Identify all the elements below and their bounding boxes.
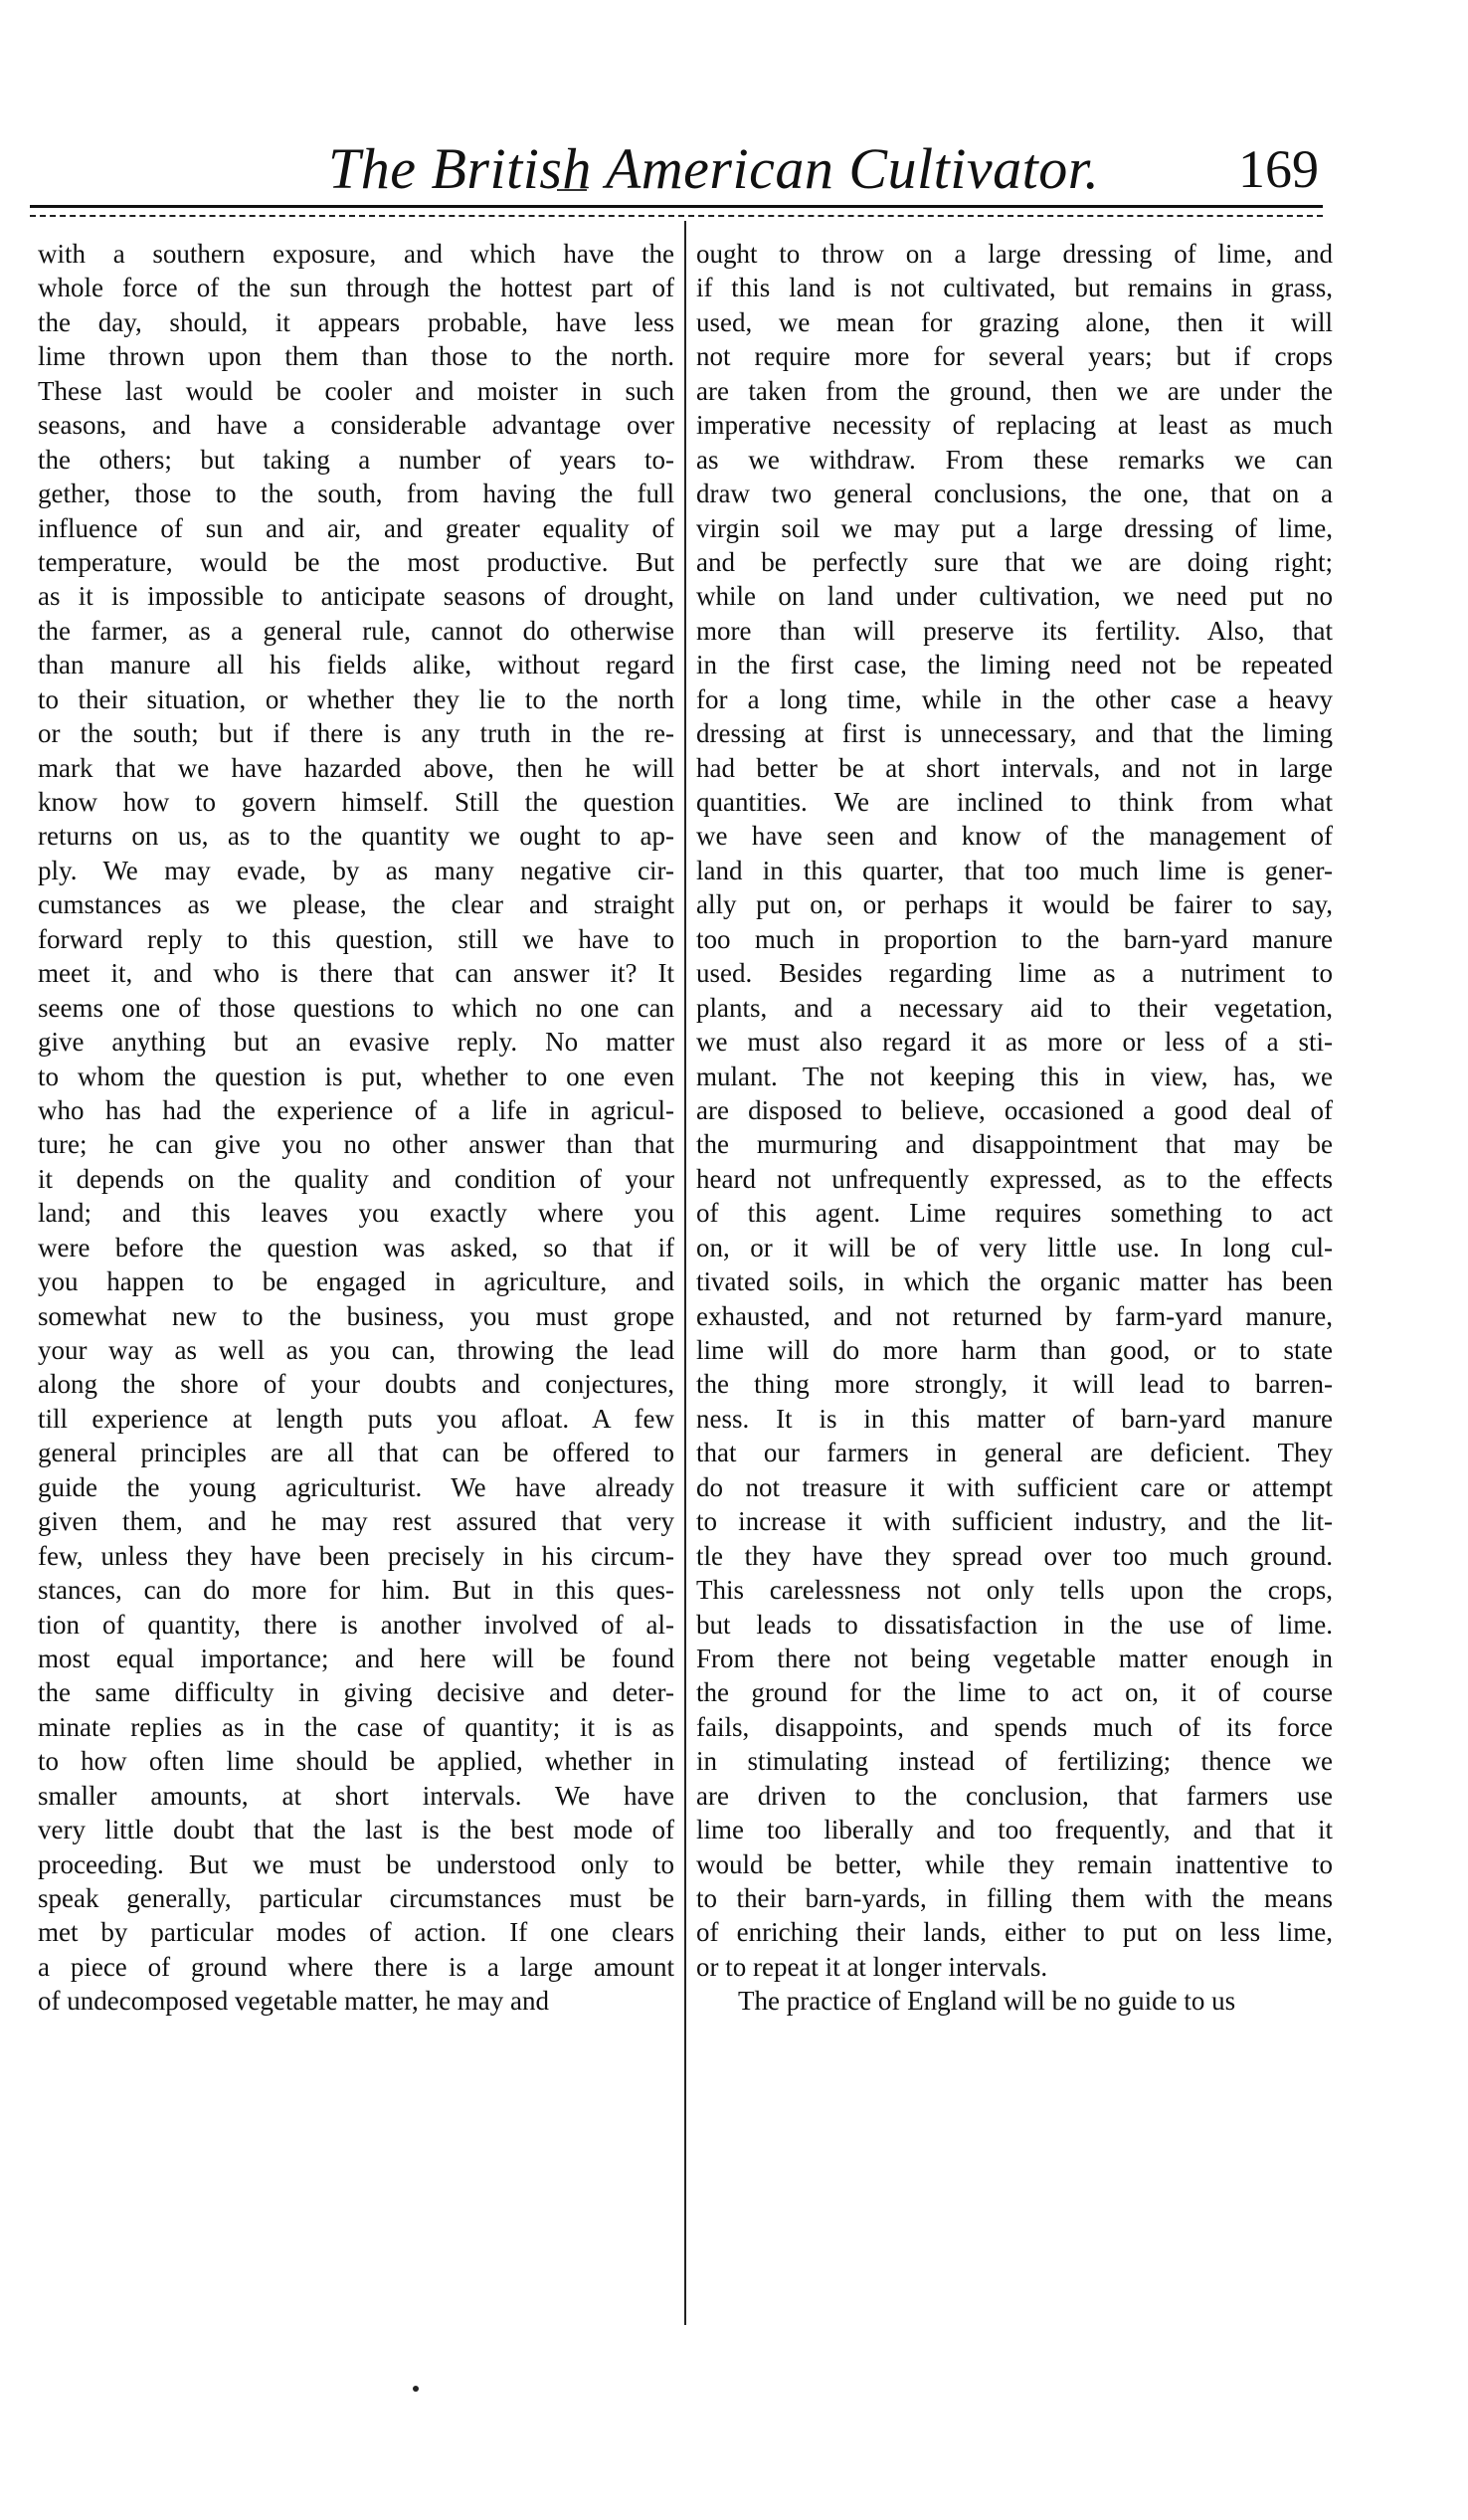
text-line: seems one of those questions to which no one can: [38, 992, 674, 1023]
text-line: returns on us, as to the quantity we ought to ap-: [38, 821, 674, 852]
text-line: seasons, and have a considerable advantage over: [38, 410, 674, 441]
text-line: had better be at short intervals, and not in large: [696, 752, 1333, 783]
text-line: The practice of England will be no guide to us: [738, 1986, 1236, 2017]
text-line: you happen to be engaged in agriculture, and: [38, 1266, 674, 1297]
right-column: [696, 237, 1333, 2019]
text-line: the thing more strongly, it will lead to barren-: [696, 1369, 1333, 1400]
text-line: as it is impossible to anticipate seasons of drought,: [38, 581, 674, 612]
running-title: The British American Cultivator.: [328, 136, 1100, 201]
column-divider: [684, 221, 686, 2325]
text-line: land; and this leaves you exactly where you: [38, 1198, 674, 1229]
text-line: ness. It is in this matter of barn-yard manure: [696, 1403, 1333, 1434]
text-line: to whom the question is put, whether to one even: [38, 1061, 674, 1091]
text-line: imperative necessity of replacing at least as much: [696, 410, 1333, 441]
text-line: mark that we have hazarded above, then he will: [38, 752, 674, 783]
text-line: in stimulating instead of fertilizing; thence we: [696, 1746, 1333, 1777]
text-line: tivated soils, in which the organic matter has been: [696, 1266, 1333, 1297]
text-line: the others; but taking a number of years to-: [38, 444, 674, 475]
text-line: heard not unfrequently expressed, as to the effects: [696, 1163, 1333, 1194]
text-line: influence of sun and air, and greater equality of: [38, 512, 674, 543]
text-line: exhausted, and not returned by farm-yard manure,: [696, 1300, 1333, 1331]
text-line: we must also regard it as more or less of a sti-: [696, 1027, 1333, 1058]
text-line: few, unless they have been precisely in his circum-: [38, 1540, 674, 1571]
header-rule-dashed: [30, 215, 1323, 217]
text-line: used. Besides regarding lime as a nutriment to: [696, 958, 1333, 989]
text-line: are driven to the conclusion, that farmers use: [696, 1780, 1333, 1811]
text-line: it depends on the quality and condition of your: [38, 1163, 674, 1194]
text-line: would be better, while they remain inattentive to: [696, 1848, 1333, 1879]
text-line: too much in proportion to the barn-yard manure: [696, 923, 1333, 954]
text-line: used, we mean for grazing alone, then it will: [696, 306, 1333, 337]
text-line: draw two general conclusions, the one, that on a: [696, 479, 1333, 509]
text-line: These last would be cooler and moister in such: [38, 375, 674, 406]
header-rule: [30, 205, 1323, 208]
text-line: general principles are all that can be offered to: [38, 1438, 674, 1468]
text-line: to their situation, or whether they lie to the north: [38, 683, 674, 714]
text-line: mulant. The not keeping this in view, has, we: [696, 1061, 1333, 1091]
text-line: or to repeat it at longer intervals.: [696, 1951, 1048, 1982]
text-line: virgin soil we may put a large dressing of lime,: [696, 512, 1333, 543]
text-line: very little doubt that the last is the best mode of: [38, 1815, 674, 1845]
page-number: 169: [1238, 139, 1319, 199]
text-line: forward reply to this question, still we have to: [38, 923, 674, 954]
text-line: minate replies as in the case of quantity; it is as: [38, 1711, 674, 1742]
text-line: to their barn-yards, in filling them with the means: [696, 1883, 1333, 1913]
text-line: and be perfectly sure that we are doing right;: [696, 546, 1333, 577]
text-line: not require more for several years; but if crops: [696, 341, 1333, 372]
text-line: while on land under cultivation, we need put no: [696, 581, 1333, 612]
text-line: give anything but an evasive reply. No matter: [38, 1027, 674, 1058]
text-line: if this land is not cultivated, but remains in grass,: [696, 273, 1333, 303]
text-line: ply. We may evade, by as many negative cir-: [38, 855, 674, 885]
text-line: lime will do more harm than good, or to state: [696, 1335, 1333, 1365]
text-line: tle they have they spread over too much ground.: [696, 1540, 1333, 1571]
text-line: land in this quarter, that too much lime is gener-: [696, 855, 1333, 885]
text-line: of enriching their lands, either to put on less lime,: [696, 1917, 1333, 1948]
text-line: This carelessness not only tells upon the crops,: [696, 1575, 1333, 1606]
header-ornament: [557, 189, 587, 191]
text-line: the same difficulty in giving decisive and deter-: [38, 1677, 674, 1708]
text-line: most equal importance; and here will be found: [38, 1643, 674, 1673]
text-line: of this agent. Lime requires something to act: [696, 1198, 1333, 1229]
text-line: ought to throw on a large dressing of lime, and: [696, 239, 1333, 269]
text-line: gether, those to the south, from having the full: [38, 479, 674, 509]
text-line: more than will preserve its fertility. Also, that: [696, 615, 1333, 646]
text-line: were before the question was asked, so that if: [38, 1232, 674, 1262]
text-line: somewhat new to the business, you must grope: [38, 1300, 674, 1331]
text-line: From there not being vegetable matter enough in: [696, 1643, 1333, 1673]
left-column: [38, 237, 674, 2019]
text-line: in the first case, the liming need not be repeated: [696, 650, 1333, 680]
text-line: tion of quantity, there is another involved of al-: [38, 1609, 674, 1640]
page-header: [0, 129, 1468, 209]
text-line: temperature, would be the most productive. But: [38, 546, 674, 577]
text-line: we have seen and know of the management of: [696, 821, 1333, 852]
text-line: proceeding. But we must be understood only to: [38, 1848, 674, 1879]
text-line: on, or it will be of very little use. In long cul-: [696, 1232, 1333, 1262]
text-line: are disposed to believe, occasioned a good deal of: [696, 1094, 1333, 1125]
text-line: that our farmers in general are deficient. They: [696, 1438, 1333, 1468]
text-line: to how often lime should be applied, whether in: [38, 1746, 674, 1777]
text-line: or the south; but if there is any truth in the re-: [38, 718, 674, 749]
text-line: meet it, and who is there that can answer it? It: [38, 958, 674, 989]
text-line: are taken from the ground, then we are under the: [696, 375, 1333, 406]
text-line: stances, can do more for him. But in this ques-: [38, 1575, 674, 1606]
text-line: a piece of ground where there is a large amount: [38, 1951, 674, 1982]
text-line: the farmer, as a general rule, cannot do otherwise: [38, 615, 674, 646]
text-line: lime thrown upon them than those to the north.: [38, 341, 674, 372]
text-line: till experience at length puts you afloat. A few: [38, 1403, 674, 1434]
text-line: than manure all his fields alike, without regard: [38, 650, 674, 680]
text-line: the day, should, it appears probable, have less: [38, 306, 674, 337]
text-line: for a long time, while in the other case a heavy: [696, 683, 1333, 714]
text-line: your way as well as you can, throwing the lead: [38, 1335, 674, 1365]
text-line: do not treasure it with sufficient care or attempt: [696, 1471, 1333, 1502]
text-line: the murmuring and disappointment that may be: [696, 1129, 1333, 1160]
text-line: the ground for the lime to act on, it of course: [696, 1677, 1333, 1708]
text-line: given them, and he may rest assured that very: [38, 1506, 674, 1537]
text-line: smaller amounts, at short intervals. We have: [38, 1780, 674, 1811]
text-line: guide the young agriculturist. We have already: [38, 1471, 674, 1502]
text-line: dressing at first is unnecessary, and that the liming: [696, 718, 1333, 749]
text-line: quantities. We are inclined to think from what: [696, 787, 1333, 817]
text-line: who has had the experience of a life in agricul-: [38, 1094, 674, 1125]
text-line: of undecomposed vegetable matter, he may and: [38, 1986, 549, 2017]
text-line: cumstances as we please, the clear and straight: [38, 889, 674, 920]
text-line: as we withdraw. From these remarks we can: [696, 444, 1333, 475]
text-line: met by particular modes of action. If one clears: [38, 1917, 674, 1948]
text-line: know how to govern himself. Still the question: [38, 787, 674, 817]
text-line: ture; he can give you no other answer than that: [38, 1129, 674, 1160]
text-line: to increase it with sufficient industry, and the lit-: [696, 1506, 1333, 1537]
text-line: ally put on, or perhaps it would be fairer to say,: [696, 889, 1333, 920]
ink-speck: [413, 2386, 419, 2392]
text-line: along the shore of your doubts and conjectures,: [38, 1369, 674, 1400]
text-line: speak generally, particular circumstances must be: [38, 1883, 674, 1913]
text-line: but leads to dissatisfaction in the use of lime.: [696, 1609, 1333, 1640]
text-line: fails, disappoints, and spends much of its force: [696, 1711, 1333, 1742]
text-line: whole force of the sun through the hottest part of: [38, 273, 674, 303]
text-line: plants, and a necessary aid to their vegetation,: [696, 992, 1333, 1023]
text-line: with a southern exposure, and which have the: [38, 239, 674, 269]
text-line: lime too liberally and too frequently, and that it: [696, 1815, 1333, 1845]
